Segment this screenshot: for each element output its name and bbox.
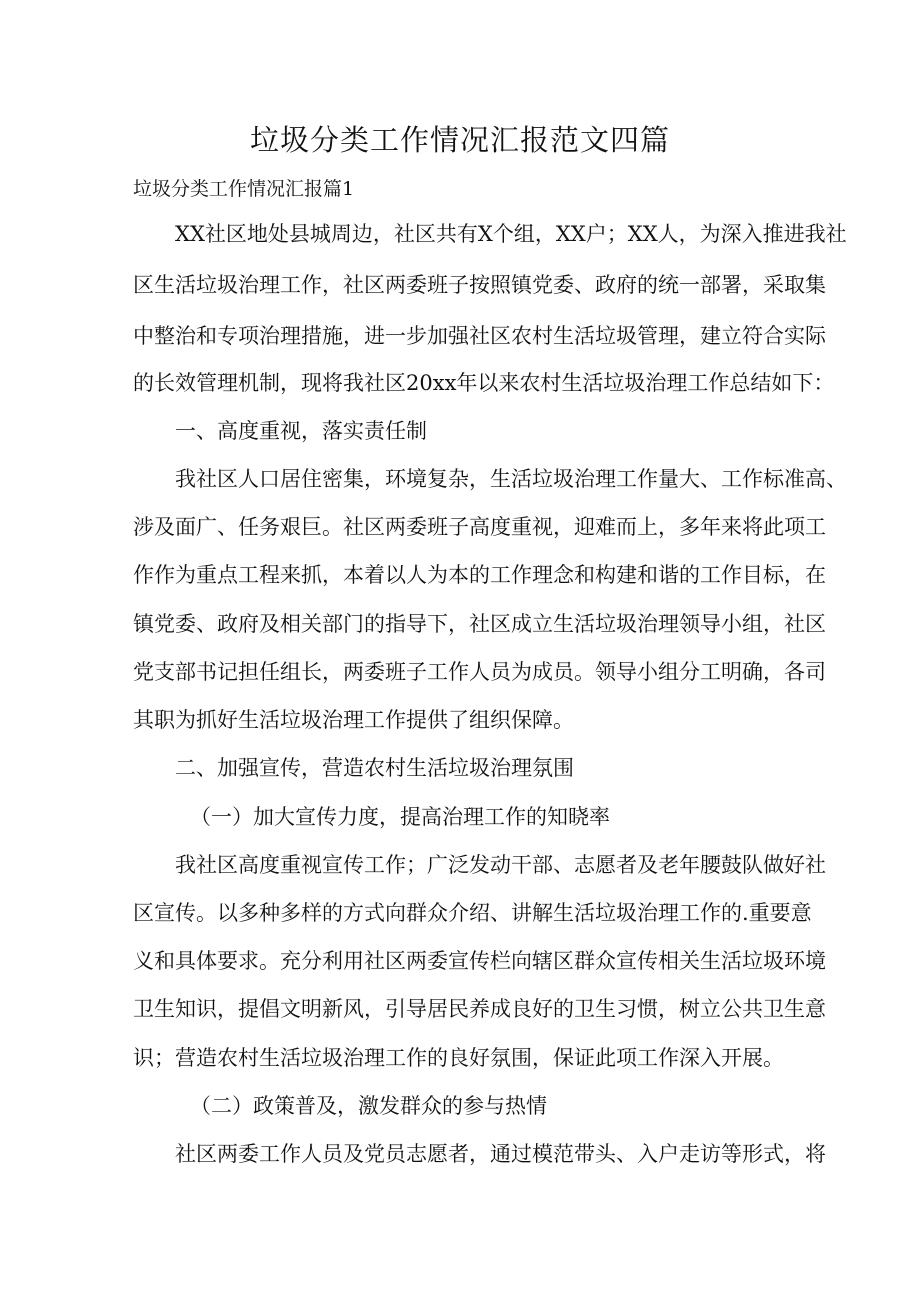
sub-heading: （一）加大宣传力度，提高治理工作的知晓率 — [190, 805, 610, 829]
paragraph-line: 卫生知识，提倡文明新风，引导居民养成良好的卫生习惯，树立公共卫生意 — [133, 997, 826, 1021]
paragraph-line: 作作为重点工程来抓，本着以人为本的工作理念和构建和谐的工作目标，在 — [133, 563, 826, 587]
paragraph-line: 涉及面广、任务艰巨。社区两委班子高度重视，迎难而上，多年来将此项工 — [133, 515, 826, 539]
paragraph-line: 党支部书记担任组长，两委班子工作人员为成员。领导小组分工明确，各司 — [133, 660, 826, 684]
paragraph-line: 中整治和专项治理措施，进一步加强社区农村生活垃圾管理，建立符合实际 — [133, 324, 826, 348]
document-title: 垃圾分类工作情况汇报范文四篇 — [249, 123, 670, 157]
sub-heading: （二）政策普及，激发群众的参与热情 — [190, 1094, 547, 1118]
paragraph-line: 我社区人口居住密集，环境复杂，生活垃圾治理工作量大、工作标准高、 — [175, 467, 847, 491]
section-subtitle: 垃圾分类工作情况汇报篇1 — [133, 178, 355, 200]
section-heading: 二、加强宣传，营造农村生活垃圾治理氛围 — [175, 756, 574, 780]
paragraph-line: XX社区地处县城周边，社区共有X个组，XX户；XX人，为深入推进我社 — [175, 222, 847, 246]
paragraph-line: 社区两委工作人员及党员志愿者，通过模范带头、入户走访等形式，将 — [175, 1142, 826, 1166]
paragraph-line: 区宣传。以多种多样的方式向群众介绍、讲解生活垃圾治理工作的.重要意 — [133, 901, 812, 925]
paragraph-line: 义和具体要求。充分利用社区两委宣传栏向辖区群众宣传相关生活垃圾环境 — [133, 949, 826, 973]
paragraph-line: 区生活垃圾治理工作，社区两委班子按照镇党委、政府的统一部署，采取集 — [133, 273, 826, 297]
paragraph-line: 镇党委、政府及相关部门的指导下，社区成立生活垃圾治理领导小组，社区 — [133, 612, 826, 636]
paragraph-line: 我社区高度重视宣传工作；广泛发动干部、志愿者及老年腰鼓队做好社 — [175, 853, 826, 877]
paragraph-line: 识；营造农村生活垃圾治理工作的良好氛围，保证此项工作深入开展。 — [133, 1046, 784, 1070]
paragraph-line: 其职为抓好生活垃圾治理工作提供了组织保障。 — [133, 708, 574, 732]
section-heading: 一、高度重视，落实责任制 — [175, 419, 427, 443]
paragraph-line: 的长效管理机制，现将我社区20xx年以来农村生活垃圾治理工作总结如下： — [133, 371, 835, 395]
